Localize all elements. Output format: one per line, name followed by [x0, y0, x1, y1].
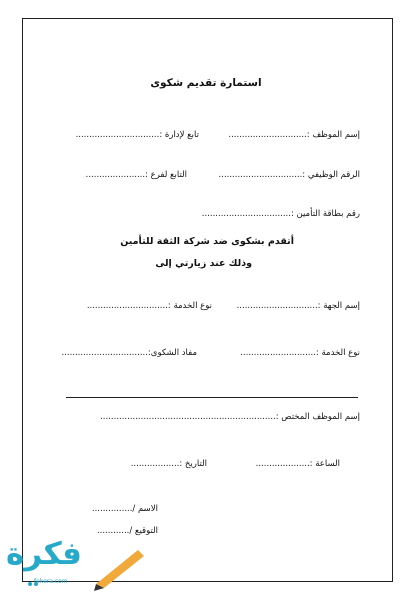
service-type-field-2: نوع الخدمة :............................: [240, 348, 360, 358]
employee-number-field: الرقم الوظيفي :...............................: [218, 170, 360, 180]
service-type-field: نوع الخدمة :..............................: [86, 301, 212, 311]
watermark-site: fekera.com: [34, 578, 68, 585]
form-title: استمارة تقديم شكوى: [150, 77, 262, 89]
branch-field: التابع لفرع :......................: [85, 170, 187, 180]
department-field: تابع لإدارة :...............................: [75, 130, 199, 140]
insurance-card-field: رقم بطاقة التأمين :.................................: [201, 209, 360, 219]
signature-field: التوقيع /............: [96, 526, 158, 536]
complaint-statement: أتقدم بشكوى ضد شركة الثقة للتأمين: [120, 236, 294, 247]
date-field: التاريخ :..................: [130, 459, 207, 469]
responsible-employee-field: إسم الموظف المختص :.................................................................: [100, 412, 360, 422]
time-field: الساعة :....................: [255, 459, 340, 469]
complaint-summary-field: مفاد الشكوى:................................: [61, 348, 197, 358]
watermark-brand: فكرة: [6, 536, 82, 572]
name-field: الاسم /...............: [91, 504, 158, 514]
employee-name-field: إسم الموظف :.............................: [228, 130, 360, 140]
form-frame: [22, 18, 393, 582]
divider-line: [66, 397, 358, 398]
entity-name-field: إسم الجهة :..............................: [236, 301, 360, 311]
visit-statement: وذلك عند زيارتي إلى: [155, 258, 252, 269]
